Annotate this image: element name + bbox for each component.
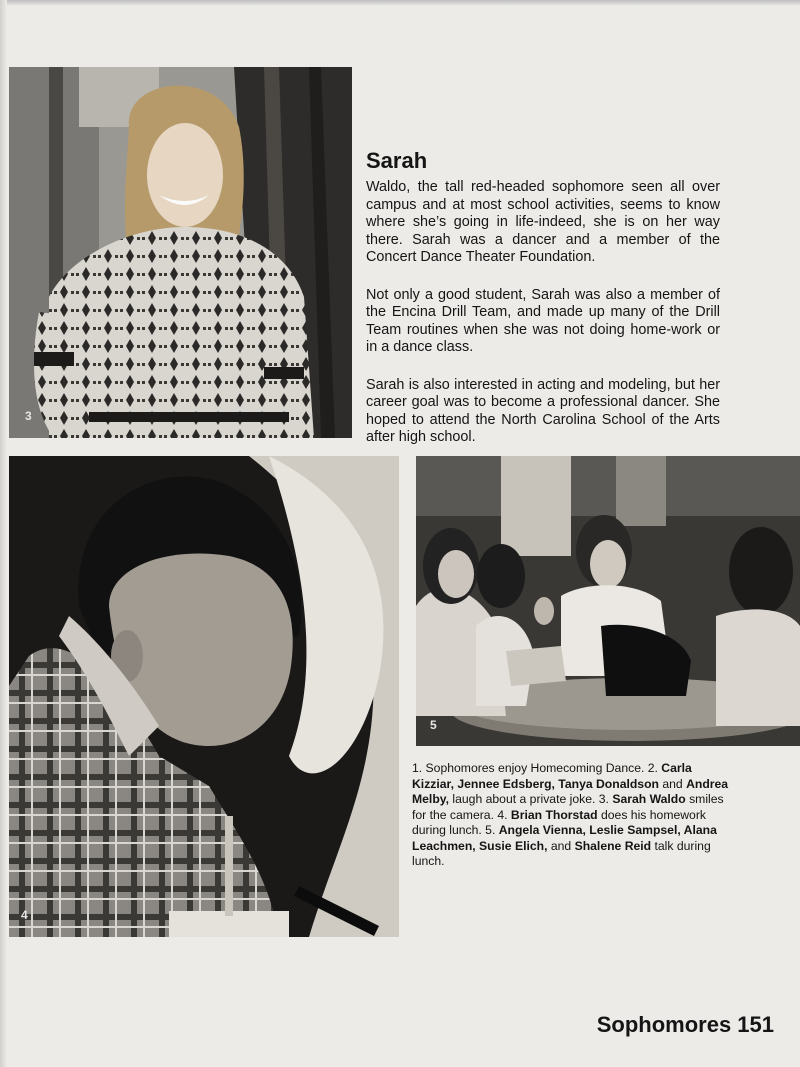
caption-part: and — [658, 776, 687, 791]
caption-part: laugh about a private joke. 3. — [449, 792, 613, 806]
profile-paragraph-1: Waldo, the tall red-headed sophomore seen all over campus and at most school activities, seems to know where she’s going in life-indeed, she is on her way there. Sarah was a dancer and a member of the Concert Dance Theater Foundation. — [366, 179, 720, 265]
profile-paragraph-2: Not only a good student, Sarah was also a member of the Encina Drill Team, and made up many of the Drill Team routines when she was not doing home-work or in a dance class. — [366, 286, 720, 355]
page-top-edge — [0, 0, 800, 6]
caption-names: Brian Thorstad — [510, 807, 598, 822]
photo-sarah-waldo — [9, 67, 352, 438]
photo-number-3: 3 — [25, 409, 32, 423]
caption-part: 1. Sophomores enjoy Homecoming Dance. 2. — [412, 761, 662, 775]
caption-part: and — [547, 838, 575, 853]
photo-lunch-table — [416, 456, 800, 746]
girls-lunch-image — [416, 456, 800, 746]
photo-number-5: 5 — [430, 718, 437, 732]
sarah-profile — [366, 148, 720, 467]
caption-names: Andrea Melby, — [412, 776, 729, 806]
photo-captions — [412, 761, 732, 870]
binding-shadow — [0, 0, 7, 1067]
caption-part: talk during lunch. — [412, 838, 711, 868]
caption-names: Angela Vienna, Leslie Sampsel, Alana Leachmen, Susie Elich, — [412, 823, 717, 853]
photo-brian-thorstad — [9, 456, 399, 937]
caption-names: Shalene Reid — [574, 838, 652, 853]
profile-paragraph-3: Sarah is also interested in acting and modeling, but her career goal was to become a professional dancer. She hoped to attend the North Carolina School of the Arts after high school. — [366, 376, 720, 445]
caption-part: smiles for the camera. 4. — [412, 792, 724, 822]
photo-number-4: 4 — [21, 908, 28, 922]
caption-names: Carla Kizziar, Jennee Edsberg, Tanya Donaldson — [412, 761, 692, 791]
profile-title: Sarah — [366, 148, 428, 173]
brian-lunch-image — [9, 456, 399, 937]
sarah-portrait-image — [9, 67, 352, 438]
page-folio: Sophomores 151 — [596, 1012, 774, 1037]
caption-names: Sarah Waldo — [612, 792, 686, 806]
caption-part: does his homework during lunch. 5. — [412, 807, 706, 837]
